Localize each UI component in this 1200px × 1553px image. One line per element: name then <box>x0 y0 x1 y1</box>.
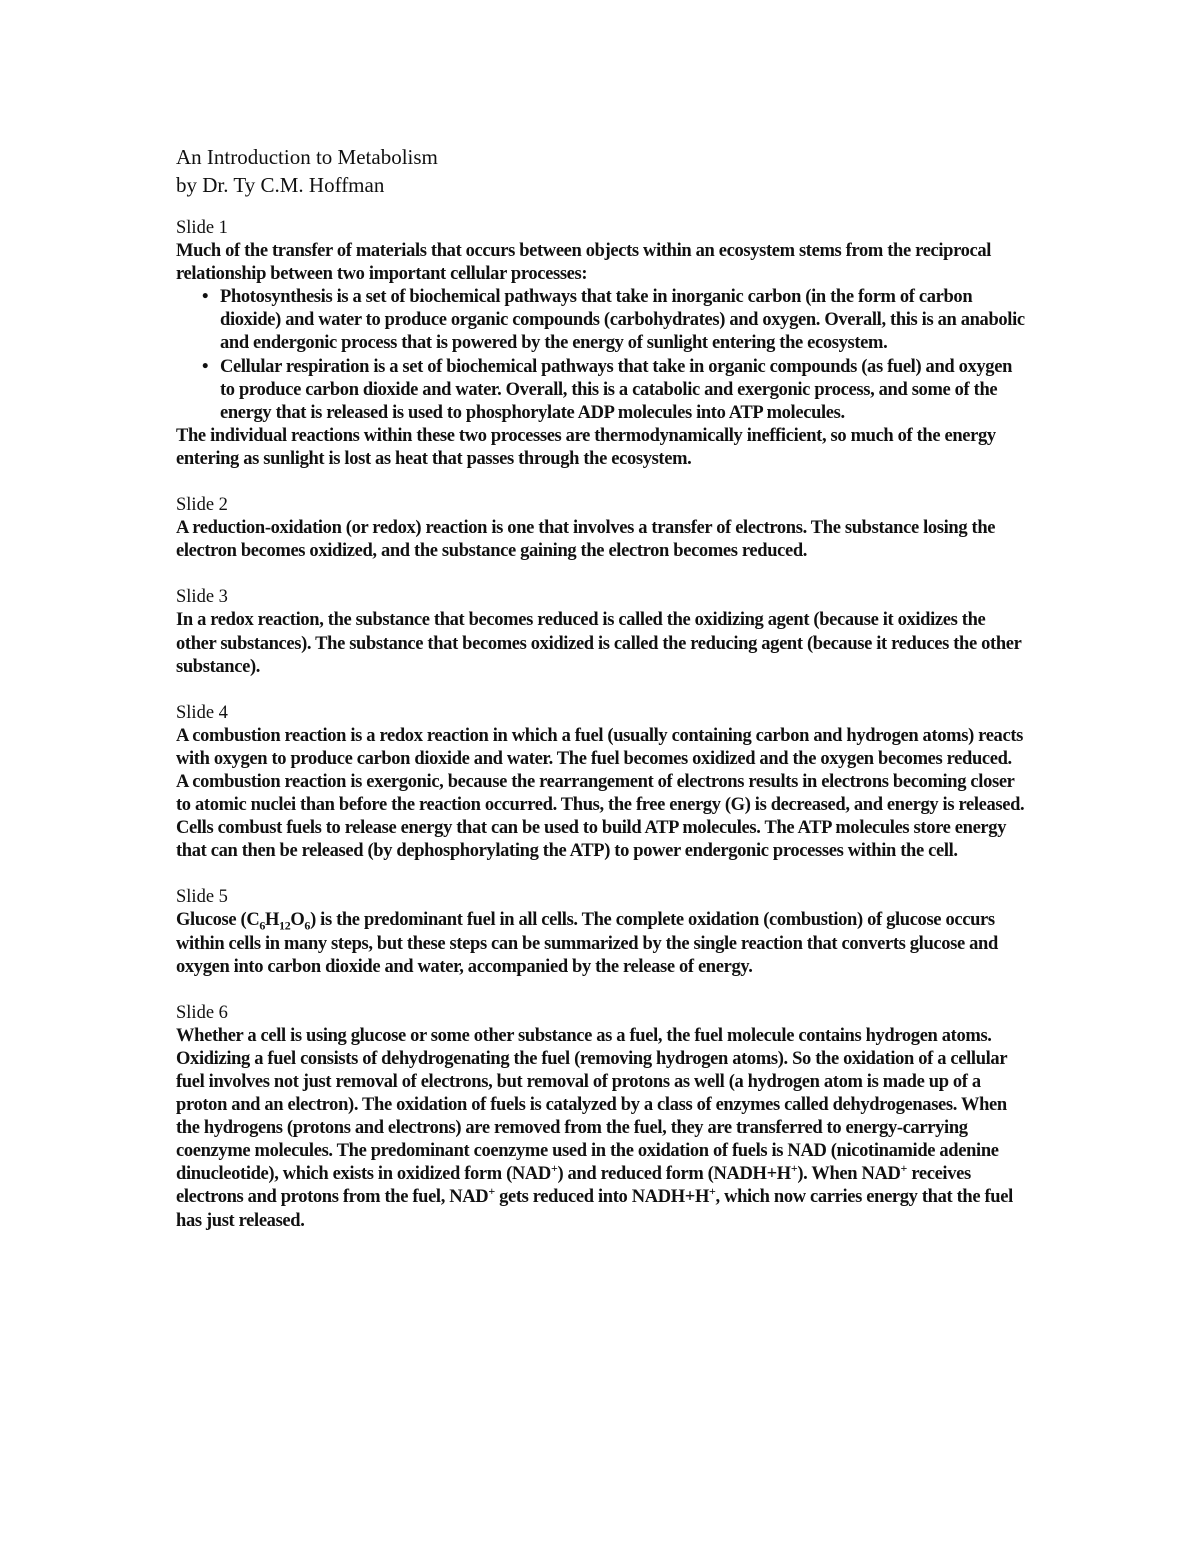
superscript: + <box>550 1161 558 1176</box>
slide-1-intro: Much of the transfer of materials that occurs between objects within an ecosystem stems from the reciprocal relationship between two important cellular processes: <box>176 241 992 285</box>
list-item <box>202 286 1026 355</box>
slide-4-text: A combustion reaction is a redox reaction in which a fuel (usually containing carbon and hydrogen atoms) reacts with oxygen to produce carbon dioxide and water. The fuel becomes oxidized and the oxygen becomes reduced. A combustion reaction is exergonic, because the rearrangement of electrons results in electrons becoming closer to atomic nuclei than before the reaction occurred. Thus, the free energy (G) is decreased, and energy is released. Cells combust fuels to release energy that can be used to build ATP molecules. The ATP molecules store energy that can then be released (by dephosphorylating the ATP) to power endergonic processes within the cell. <box>176 725 1025 862</box>
document-page <box>176 143 1026 1256</box>
slide-1-bullet-list <box>176 286 1026 425</box>
subscript: 6 <box>259 919 265 934</box>
slide-6-heading: Slide 6 <box>176 1002 228 1023</box>
slide-4-section <box>176 702 1026 864</box>
slide-6-section <box>176 1002 1026 1233</box>
superscript: + <box>488 1184 495 1199</box>
slide-3-heading: Slide 3 <box>176 587 228 608</box>
document-title: An Introduction to Metabolism <box>176 145 438 169</box>
text-segment: H <box>265 910 280 931</box>
bullet-text-cellular-respiration: Cellular respiration is a set of biochemical pathways that take in organic compounds (as fuel) and oxygen to produce carbon dioxide and water. Overall, this is a catabolic and exergonic process, and some of the energy that is released is used to phosphorylate ADP molecules into ATP molecules. <box>220 356 1013 423</box>
slide-5-heading: Slide 5 <box>176 887 228 908</box>
superscript: + <box>790 1161 798 1176</box>
slide-4-heading: Slide 4 <box>176 702 228 723</box>
superscript: + <box>900 1161 908 1176</box>
bullet-icon: • <box>202 287 209 308</box>
text-segment: ) and reduced form (NADH+H <box>557 1164 791 1185</box>
slide-6-text <box>176 1025 1026 1233</box>
bullet-icon: • <box>202 356 209 377</box>
superscript: + <box>709 1184 716 1199</box>
text-segment: gets reduced into NADH+H <box>494 1187 710 1208</box>
text-segment: ). When NAD <box>797 1164 901 1185</box>
text-segment: O <box>290 910 305 931</box>
text-segment: Whether a cell is using glucose or some other substance as a fuel, the fuel molecule contains hydrogen atoms. Oxidizing a fuel consists of dehydrogenating the fuel (removing hydrogen atoms). So the oxidation of a cellular fuel involves not just removal of electrons, but removal of protons as well (a hydrogen atom is made up of a proton and an electron). The oxidation of fuels is catalyzed by a class of enzymes called dehydrogenases. When the hydrogens (protons and electrons) are removed from the fuel, they are transferred to energy-carrying coenzyme molecules. The predominant coenzyme used in the oxidation of fuels is NAD (nicotinamide adenine dinucleotide), which exists in oxidized form (NAD <box>176 1025 1007 1185</box>
slide-2-text: A reduction-oxidation (or redox) reaction is one that involves a transfer of electrons. The substance losing the electron becomes oxidized, and the substance gaining the electron becomes reduced. <box>176 518 996 562</box>
subscript: 6 <box>304 919 311 934</box>
slide-2-heading: Slide 2 <box>176 495 228 516</box>
title-block <box>176 143 1026 199</box>
slide-3-section <box>176 586 1026 678</box>
slide-1-outro: The individual reactions within these two processes are thermodynamically inefficient, so much of the energy entering as sunlight is lost as heat that passes through the ecosystem. <box>176 425 996 469</box>
document-author: by Dr. Ty C.M. Hoffman <box>176 173 385 197</box>
text-segment: ) is the predominant fuel in all cells. The complete oxidation (combustion) of glucose occurs within cells in many steps, but these steps can be summarized by the single reaction that converts glucose and oxygen into carbon dioxide and water, accompanied by the release of energy. <box>176 910 998 977</box>
bullet-text-photosynthesis: Photosynthesis is a set of biochemical pathways that take in inorganic carbon (in the form of carbon dioxide) and water to produce organic compounds (carbohydrates) and oxygen. Overall, this is an anabolic and endergonic process that is powered by the energy of sunlight entering the ecosystem. <box>220 287 1025 354</box>
slide-1-heading: Slide 1 <box>176 218 228 238</box>
text-segment: receives electrons and protons from the fuel, NAD <box>176 1164 971 1208</box>
slide-5-section <box>176 886 1026 978</box>
slide-5-text <box>176 909 1026 978</box>
slide-3-text: In a redox reaction, the substance that becomes reduced is called the oxidizing agent (because it oxidizes the other substances). The substance that becomes oxidized is called the reducing agent (because it reduces the other substance). <box>176 610 1022 677</box>
slide-1-section <box>176 217 1026 471</box>
list-item <box>202 356 1026 425</box>
slide-2-section <box>176 494 1026 563</box>
text-segment: , which now carries energy that the fuel has just released. <box>176 1187 1013 1231</box>
text-segment: Glucose (C <box>176 910 260 931</box>
subscript: 12 <box>279 919 291 934</box>
